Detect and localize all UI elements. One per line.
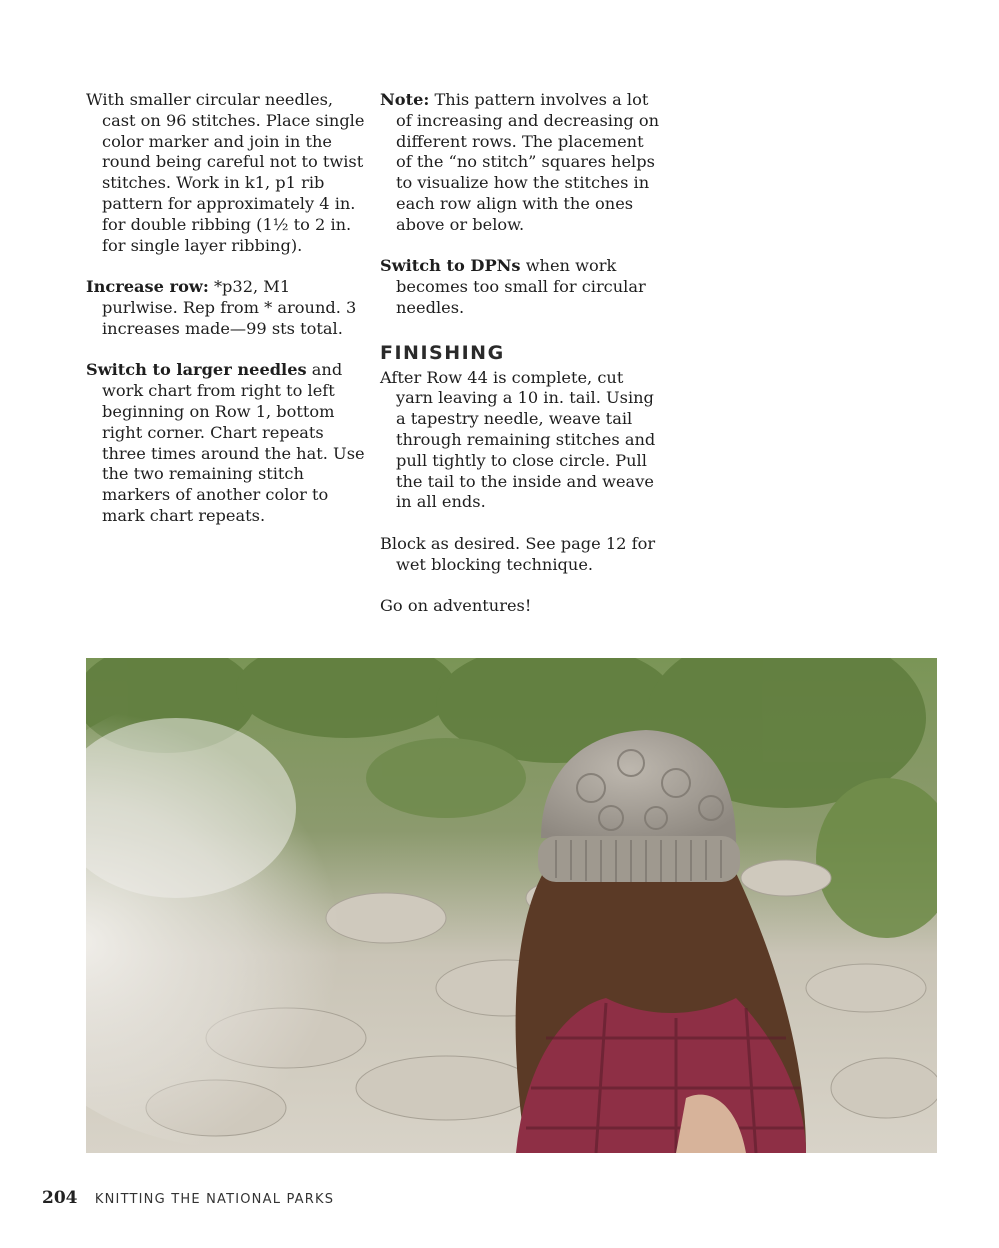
- dpn-lead: Switch to DPNs: [380, 256, 521, 276]
- larger-needles-paragraph: Switch to larger needles and work chart from right to left beginning on Row 1, bottom right corner. Chart repeats three times around the hat. Use the two remaining stitch markers of another color to mark chart repeats.: [86, 360, 365, 525]
- cast-on-paragraph: With smaller circular needles, cast on 96 stitches. Place single color marker and join in the round being careful not to twist stitches. Work in k1, p1 rib pattern for approximately 4 in. for double ribbing (1½ to 2 in. for single layer ribbing).: [86, 90, 365, 255]
- page-footer: [42, 1186, 334, 1212]
- hiker-photo-illustration: [86, 658, 937, 1153]
- finishing-heading: FINISHING: [380, 341, 505, 364]
- left-text-column: [86, 90, 368, 548]
- dpn-paragraph: Switch to DPNs when work becomes too small for circular needles.: [380, 256, 646, 317]
- blocking-paragraph: Block as desired. See page 12 for wet blocking technique.: [380, 533, 656, 574]
- right-text-column: [380, 90, 662, 638]
- page-number: 204: [42, 1188, 78, 1208]
- note-paragraph: Note: This pattern involves a lot of increasing and decreasing on different rows. The placement of the “no stitch” squares helps to visualize how the stitches in each row align with the ones above or below.: [380, 90, 660, 234]
- hat-brim: [538, 836, 740, 882]
- hiker-photo: [86, 658, 937, 1153]
- increase-row-lead: Increase row:: [86, 277, 209, 297]
- larger-needles-lead: Switch to larger needles: [86, 360, 307, 380]
- note-lead: Note:: [380, 90, 430, 109]
- closing-paragraph: Go on adventures!: [380, 596, 532, 616]
- book-title: KNITTING THE NATIONAL PARKS: [94, 1192, 335, 1207]
- increase-row-paragraph: Increase row: *p32, M1 purlwise. Rep from * around. 3 increases made—99 sts total.: [86, 277, 357, 338]
- finishing-paragraph: After Row 44 is complete, cut yarn leaving a 10 in. tail. Using a tapestry needle, weave tail through remaining stitches and pull tightly to close circle. Pull the tail to the inside and weave in all ends.: [380, 367, 656, 512]
